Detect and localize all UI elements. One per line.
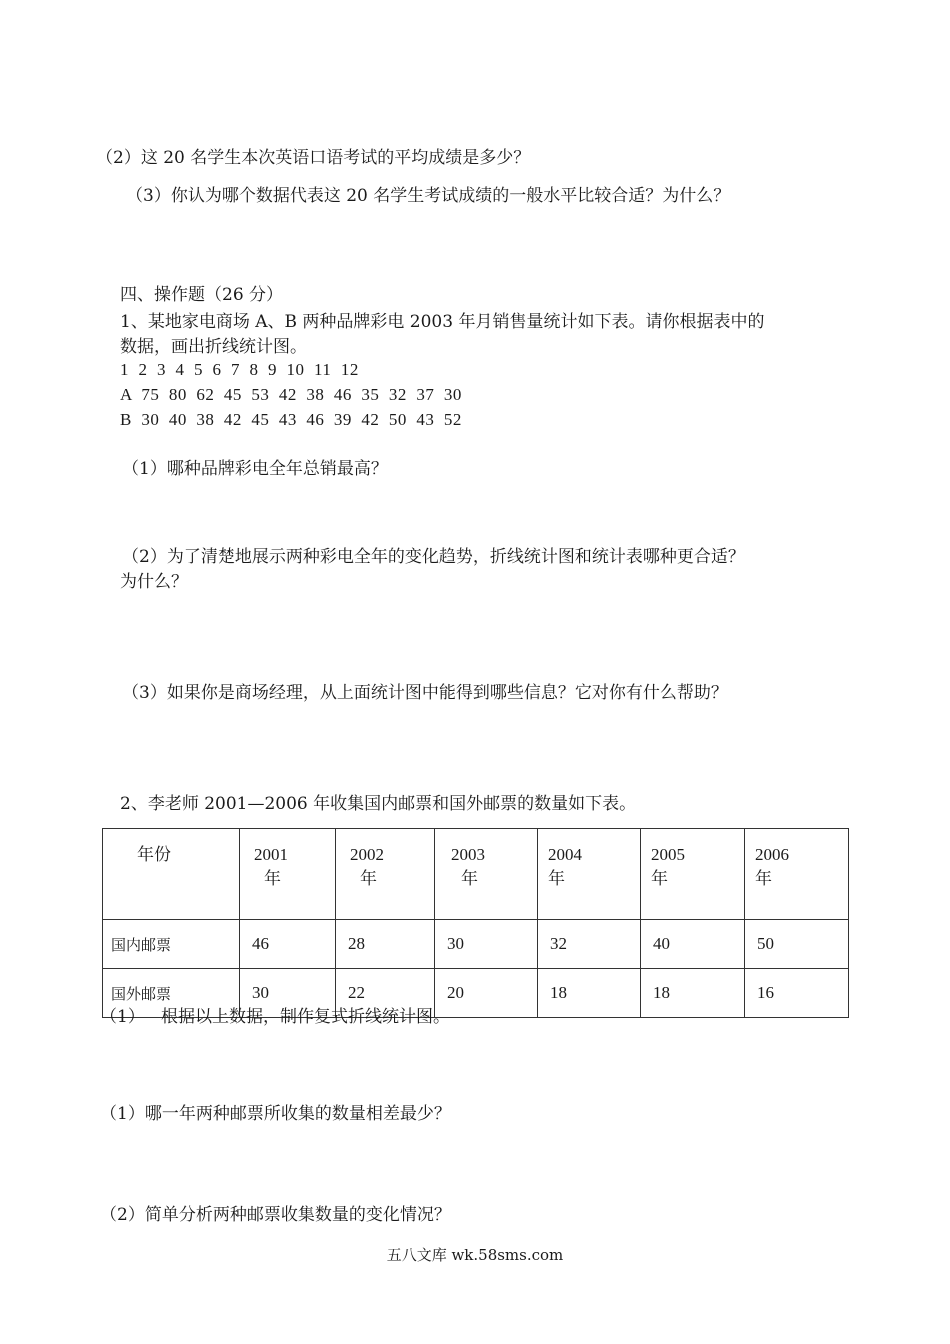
task1-question3: （3）如果你是商场经理，从上面统计图中能得到哪些信息？它对你有什么帮助？ [122,683,728,703]
year-cell [336,829,435,920]
task2-question2: （2）简单分析两种邮票收集数量的变化情况？ [100,1205,451,1225]
table-cell: 30 [240,969,336,1018]
task1-question1: （1）哪种品牌彩电全年总销最高？ [122,459,388,479]
table-cell: 20 [435,969,538,1018]
year-header-cell: 年份 [103,829,240,920]
tv-brand-b-row: B 30 40 38 42 45 43 46 39 42 50 43 52 [120,410,462,429]
row-label: 国外邮票 [103,969,240,1018]
year-number: 2003 [451,845,485,864]
task2-question1: （1）哪一年两种邮票所收集的数量相差最少？ [100,1104,451,1124]
task2-intro: 2、李老师 2001—2006 年收集国内邮票和国外邮票的数量如下表。 [120,794,637,814]
table-cell: 40 [641,920,745,969]
table-cell: 28 [336,920,435,969]
task1-intro-line2: 数据，画出折线统计图。 [120,337,307,357]
year-cell [641,829,745,920]
question-typical-level: （3）你认为哪个数据代表这 20 名学生考试成绩的一般水平比较合适？为什么？ [126,186,731,206]
footer-watermark: 五八文库 wk.58sms.com [386,1246,564,1264]
row-label: 国内邮票 [103,920,240,969]
year-number: 2002 [350,845,384,864]
table-row-domestic [103,920,849,969]
year-unit: 年 [755,869,772,888]
table-cell: 16 [745,969,849,1018]
year-unit: 年 [264,869,281,888]
table-cell: 18 [641,969,745,1018]
task1-intro-line1: 1、某地家电商场 A、B 两种品牌彩电 2003 年月销售量统计如下表。请你根据表中的 [120,312,765,332]
year-number: 2006 [755,845,789,864]
year-number: 2004 [548,845,582,864]
table-cell: 50 [745,920,849,969]
year-unit: 年 [461,869,478,888]
year-number: 2001 [254,845,288,864]
stamp-table-header-row [103,829,849,920]
section-title-operations: 四、操作题（26 分） [120,285,284,305]
table-cell: 46 [240,920,336,969]
year-cell [435,829,538,920]
task2-make-chart: （1） 根据以上数据，制作复式折线统计图。 [100,1007,451,1027]
year-cell [745,829,849,920]
task1-question2-line1: （2）为了清楚地展示两种彩电全年的变化趋势，折线统计图和统计表哪种更合适？ [122,547,745,567]
year-unit: 年 [360,869,377,888]
year-number: 2005 [651,845,685,864]
tv-months-row: 1 2 3 4 5 6 7 8 9 10 11 12 [120,360,359,379]
year-cell [538,829,641,920]
year-unit: 年 [548,869,565,888]
table-cell: 18 [538,969,641,1018]
year-cell [240,829,336,920]
table-cell: 30 [435,920,538,969]
question-average-score: （2）这 20 名学生本次英语口语考试的平均成绩是多少？ [96,148,531,168]
table-cell: 22 [336,969,435,1018]
year-unit: 年 [651,869,668,888]
stamp-table [102,828,849,1018]
task1-question2-line2: 为什么？ [120,572,188,592]
tv-brand-a-row: A 75 80 62 45 53 42 38 46 35 32 37 30 [120,385,462,404]
table-cell: 32 [538,920,641,969]
